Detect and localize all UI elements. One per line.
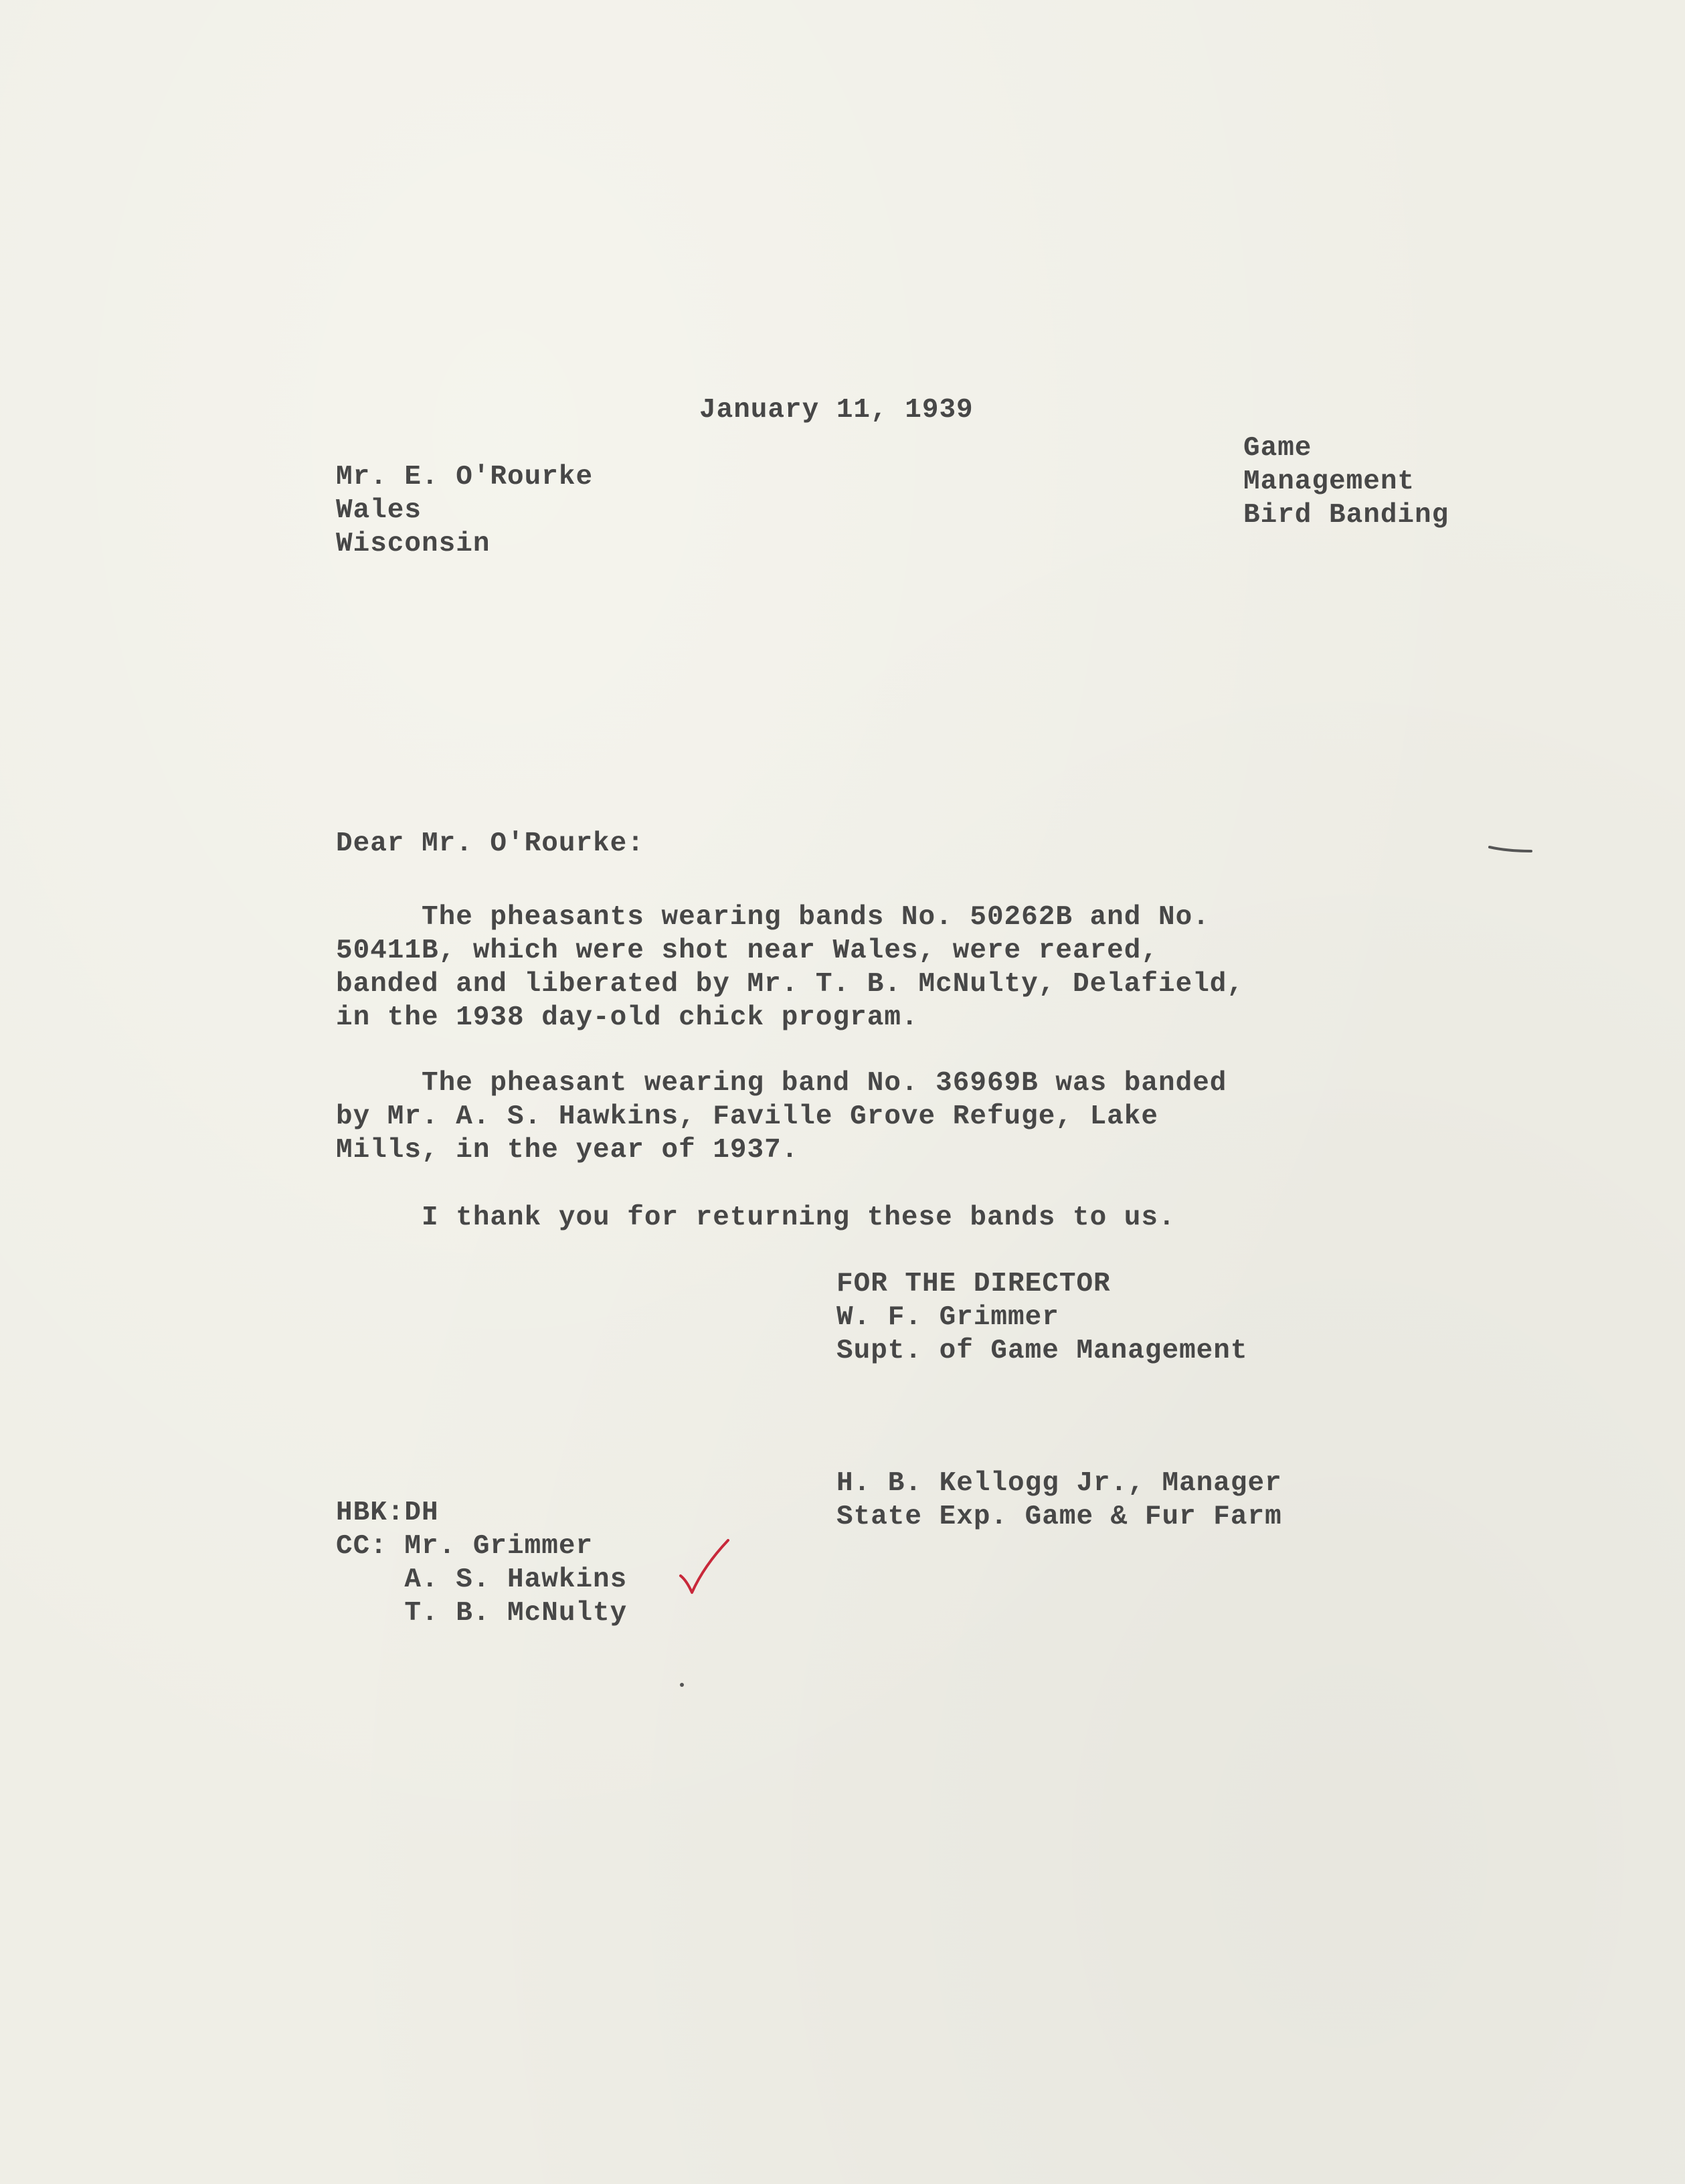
paragraph-2-line-1: The pheasant wearing band No. 36969B was banded: [336, 1068, 1227, 1099]
cc-line-3: T. B. McNulty: [336, 1598, 628, 1629]
letter-date: January 11, 1939: [699, 395, 974, 426]
signature-for-director: FOR THE DIRECTOR: [836, 1269, 1111, 1299]
recipient-name: Mr. E. O'Rourke: [336, 462, 594, 492]
paragraph-1-line-3: banded and liberated by Mr. T. B. McNulty, Delafield,: [336, 969, 1245, 1000]
sender-name: H. B. Kellogg Jr., Manager: [836, 1468, 1282, 1499]
file-tag-game: Game: [1243, 433, 1312, 464]
paragraph-2-line-2: by Mr. A. S. Hawkins, Faville Grove Refuge, Lake: [336, 1101, 1158, 1132]
cc-line-1: CC: Mr. Grimmer: [336, 1531, 594, 1562]
signature-title: Supt. of Game Management: [836, 1336, 1248, 1366]
paragraph-1-line-1: The pheasants wearing bands No. 50262B and No.: [336, 902, 1210, 933]
recipient-town: Wales: [336, 495, 422, 526]
sender-organization: State Exp. Game & Fur Farm: [836, 1502, 1282, 1532]
recipient-state: Wisconsin: [336, 529, 491, 559]
paragraph-1-line-2: 50411B, which were shot near Wales, were reared,: [336, 935, 1158, 966]
paragraph-1-line-4: in the 1938 day-old chick program.: [336, 1002, 919, 1033]
file-tag-bird-banding: Bird Banding: [1243, 500, 1449, 531]
paragraph-2-line-3: Mills, in the year of 1937.: [336, 1135, 799, 1166]
salutation: Dear Mr. O'Rourke:: [336, 828, 644, 859]
file-tag-management: Management: [1243, 466, 1415, 497]
cc-line-2: A. S. Hawkins: [336, 1564, 628, 1595]
check-mark-icon: [677, 1539, 731, 1599]
typist-initials: HBK:DH: [336, 1497, 439, 1528]
stray-dot-mark: [679, 1681, 685, 1688]
signature-name: W. F. Grimmer: [836, 1302, 1059, 1333]
paragraph-3: I thank you for returning these bands to us.: [336, 1202, 1176, 1233]
stray-pen-mark: [1487, 842, 1534, 858]
